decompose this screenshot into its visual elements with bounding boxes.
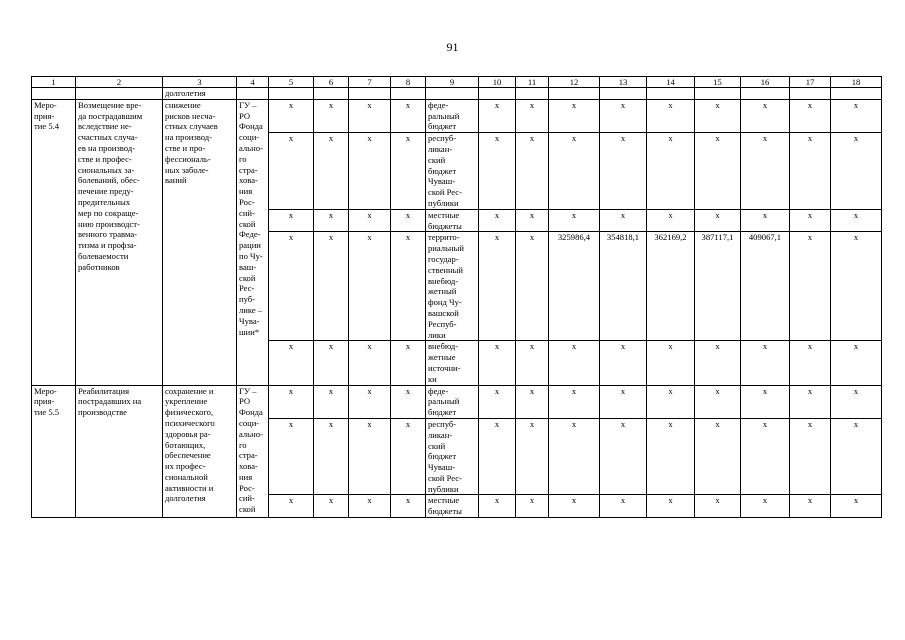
x-cell: х xyxy=(831,385,882,418)
x-cell: х xyxy=(549,418,600,495)
x-cell: х xyxy=(516,232,549,341)
cont-cell xyxy=(741,88,790,100)
x-cell: х xyxy=(479,133,516,210)
x-cell: х xyxy=(647,209,695,232)
funding-source: внебюд- жетные источни- ки xyxy=(426,341,479,385)
x-cell: х xyxy=(314,495,349,518)
page-number: 91 xyxy=(446,40,459,54)
funding-source: террито- риальный государ- ственный внебюд- жетный фонд Чу- вашской Респуб- лики xyxy=(426,232,479,341)
x-cell: х xyxy=(549,495,600,518)
x-cell: х xyxy=(391,495,426,518)
x-cell: х xyxy=(516,495,549,518)
x-cell: х xyxy=(831,232,882,341)
x-cell: х xyxy=(600,209,647,232)
x-cell: х xyxy=(269,209,314,232)
x-cell: х xyxy=(349,209,391,232)
x-cell: х xyxy=(349,99,391,132)
x-cell: х xyxy=(391,418,426,495)
amount-cell: 325986,4 xyxy=(549,232,600,341)
x-cell: х xyxy=(831,418,882,495)
x-cell: х xyxy=(695,99,741,132)
x-cell: х xyxy=(695,495,741,518)
x-cell: х xyxy=(741,341,790,385)
amount-cell: 354818,1 xyxy=(600,232,647,341)
x-cell: х xyxy=(516,385,549,418)
x-cell: х xyxy=(549,341,600,385)
x-cell: х xyxy=(314,133,349,210)
cont-cell xyxy=(790,88,831,100)
column-header: 4 xyxy=(237,77,269,88)
table-row xyxy=(32,99,882,132)
cont-cell xyxy=(349,88,391,100)
x-cell: х xyxy=(647,495,695,518)
x-cell: х xyxy=(600,418,647,495)
x-cell: х xyxy=(516,209,549,232)
program-table xyxy=(31,76,882,518)
x-cell: х xyxy=(479,232,516,341)
x-cell: х xyxy=(479,495,516,518)
cont-cell xyxy=(269,88,314,100)
column-header: 18 xyxy=(831,77,882,88)
x-cell: х xyxy=(516,99,549,132)
x-cell: х xyxy=(600,99,647,132)
x-cell: х xyxy=(349,341,391,385)
x-cell: х xyxy=(516,341,549,385)
x-cell: х xyxy=(269,133,314,210)
cont-cell xyxy=(695,88,741,100)
x-cell: х xyxy=(349,418,391,495)
x-cell: х xyxy=(741,418,790,495)
x-cell: х xyxy=(790,133,831,210)
x-cell: х xyxy=(549,133,600,210)
x-cell: х xyxy=(349,385,391,418)
x-cell: х xyxy=(741,209,790,232)
measure-executor: ГУ – РО Фонда соци- ально- го стра- хова- ния Рос- сий- ской xyxy=(237,385,269,518)
x-cell: х xyxy=(269,341,314,385)
x-cell: х xyxy=(314,99,349,132)
x-cell: х xyxy=(790,495,831,518)
amount-cell: 409067,1 xyxy=(741,232,790,341)
measure-goal: снижение рисков несча- стных случаев на производ- стве и про- фессиональ- ных заболе- ваний xyxy=(163,99,237,385)
cont-cell xyxy=(391,88,426,100)
column-header: 8 xyxy=(391,77,426,88)
measure-title: Реабилитация пострадавших на производстве xyxy=(76,385,163,518)
x-cell: х xyxy=(647,341,695,385)
x-cell: х xyxy=(314,341,349,385)
cont-cell xyxy=(831,88,882,100)
x-cell: х xyxy=(600,341,647,385)
x-cell: х xyxy=(391,133,426,210)
x-cell: х xyxy=(695,385,741,418)
x-cell: х xyxy=(790,232,831,341)
x-cell: х xyxy=(647,133,695,210)
x-cell: х xyxy=(391,341,426,385)
column-header: 1 xyxy=(32,77,76,88)
x-cell: х xyxy=(391,209,426,232)
cont-cell xyxy=(516,88,549,100)
x-cell: х xyxy=(600,133,647,210)
x-cell: х xyxy=(695,133,741,210)
measure-executor: ГУ – РО Фонда соци- ально- го стра- хова- ния Рос- сий- ской Феде- рации по Чу- ваш- ской Рес- пуб- лике – Чува- шии* xyxy=(237,99,269,385)
cont-cell xyxy=(647,88,695,100)
x-cell: х xyxy=(479,418,516,495)
x-cell: х xyxy=(831,495,882,518)
column-header: 17 xyxy=(790,77,831,88)
column-header: 13 xyxy=(600,77,647,88)
x-cell: х xyxy=(479,385,516,418)
x-cell: х xyxy=(647,385,695,418)
x-cell: х xyxy=(647,418,695,495)
funding-source: феде- ральный бюджет xyxy=(426,385,479,418)
column-header: 15 xyxy=(695,77,741,88)
x-cell: х xyxy=(831,133,882,210)
funding-source: респуб- ликан- ский бюджет Чуваш- ской Рес- публики xyxy=(426,133,479,210)
x-cell: х xyxy=(349,495,391,518)
column-header: 6 xyxy=(314,77,349,88)
x-cell: х xyxy=(831,209,882,232)
measure-title: Возмещение вре- да пострадавшим вследствие не- счастных случа- ев на производ- стве и профес- сиональных за- болеваний, обес- печение преду- предительных мер по сокраще- нию производст- венного травма- тизма и профза- болеваемости работников xyxy=(76,99,163,385)
x-cell: х xyxy=(314,418,349,495)
column-header: 3 xyxy=(163,77,237,88)
x-cell: х xyxy=(600,495,647,518)
cont-cell xyxy=(600,88,647,100)
column-header: 7 xyxy=(349,77,391,88)
column-header: 16 xyxy=(741,77,790,88)
x-cell: х xyxy=(647,99,695,132)
x-cell: х xyxy=(314,209,349,232)
x-cell: х xyxy=(391,99,426,132)
x-cell: х xyxy=(600,385,647,418)
column-header: 14 xyxy=(647,77,695,88)
column-header: 5 xyxy=(269,77,314,88)
column-header: 12 xyxy=(549,77,600,88)
x-cell: х xyxy=(391,232,426,341)
column-header: 11 xyxy=(516,77,549,88)
cont-cell xyxy=(314,88,349,100)
x-cell: х xyxy=(549,99,600,132)
funding-source: местные бюджеты xyxy=(426,209,479,232)
x-cell: х xyxy=(479,209,516,232)
x-cell: х xyxy=(314,385,349,418)
cont-cell xyxy=(479,88,516,100)
x-cell: х xyxy=(516,133,549,210)
measure-goal: сохранение и укрепление физического, психического здоровья ра- ботающих, обеспечение их профес- сиональной активности и долголетия xyxy=(163,385,237,518)
x-cell: х xyxy=(269,99,314,132)
x-cell: х xyxy=(516,418,549,495)
amount-cell: 362169,2 xyxy=(647,232,695,341)
measure-id: Меро- прия- тие 5.5 xyxy=(32,385,76,518)
x-cell: х xyxy=(695,418,741,495)
x-cell: х xyxy=(741,133,790,210)
x-cell: х xyxy=(790,341,831,385)
cont-cell xyxy=(549,88,600,100)
x-cell: х xyxy=(790,418,831,495)
x-cell: х xyxy=(349,232,391,341)
x-cell: х xyxy=(269,418,314,495)
x-cell: х xyxy=(695,209,741,232)
table-row xyxy=(32,385,882,418)
x-cell: х xyxy=(790,99,831,132)
x-cell: х xyxy=(549,385,600,418)
funding-source: местные бюджеты xyxy=(426,495,479,518)
x-cell: х xyxy=(269,495,314,518)
continuation-text: долголетия xyxy=(163,88,237,100)
measure-id: Меро- прия- тие 5.4 xyxy=(32,99,76,385)
cont-cell xyxy=(426,88,479,100)
x-cell: х xyxy=(831,99,882,132)
x-cell: х xyxy=(741,495,790,518)
x-cell: х xyxy=(314,232,349,341)
column-header: 9 xyxy=(426,77,479,88)
column-header: 2 xyxy=(76,77,163,88)
x-cell: х xyxy=(269,232,314,341)
cont-cell xyxy=(237,88,269,100)
x-cell: х xyxy=(269,385,314,418)
x-cell: х xyxy=(349,133,391,210)
funding-source: респуб- ликан- ский бюджет Чуваш- ской Рес- публики xyxy=(426,418,479,495)
x-cell: х xyxy=(741,385,790,418)
amount-cell: 387117,1 xyxy=(695,232,741,341)
x-cell: х xyxy=(741,99,790,132)
x-cell: х xyxy=(831,341,882,385)
x-cell: х xyxy=(549,209,600,232)
column-header: 10 xyxy=(479,77,516,88)
funding-source: феде- ральный бюджет xyxy=(426,99,479,132)
x-cell: х xyxy=(391,385,426,418)
x-cell: х xyxy=(479,341,516,385)
cont-cell xyxy=(32,88,76,100)
x-cell: х xyxy=(790,385,831,418)
x-cell: х xyxy=(790,209,831,232)
x-cell: х xyxy=(695,341,741,385)
cont-cell xyxy=(76,88,163,100)
x-cell: х xyxy=(479,99,516,132)
